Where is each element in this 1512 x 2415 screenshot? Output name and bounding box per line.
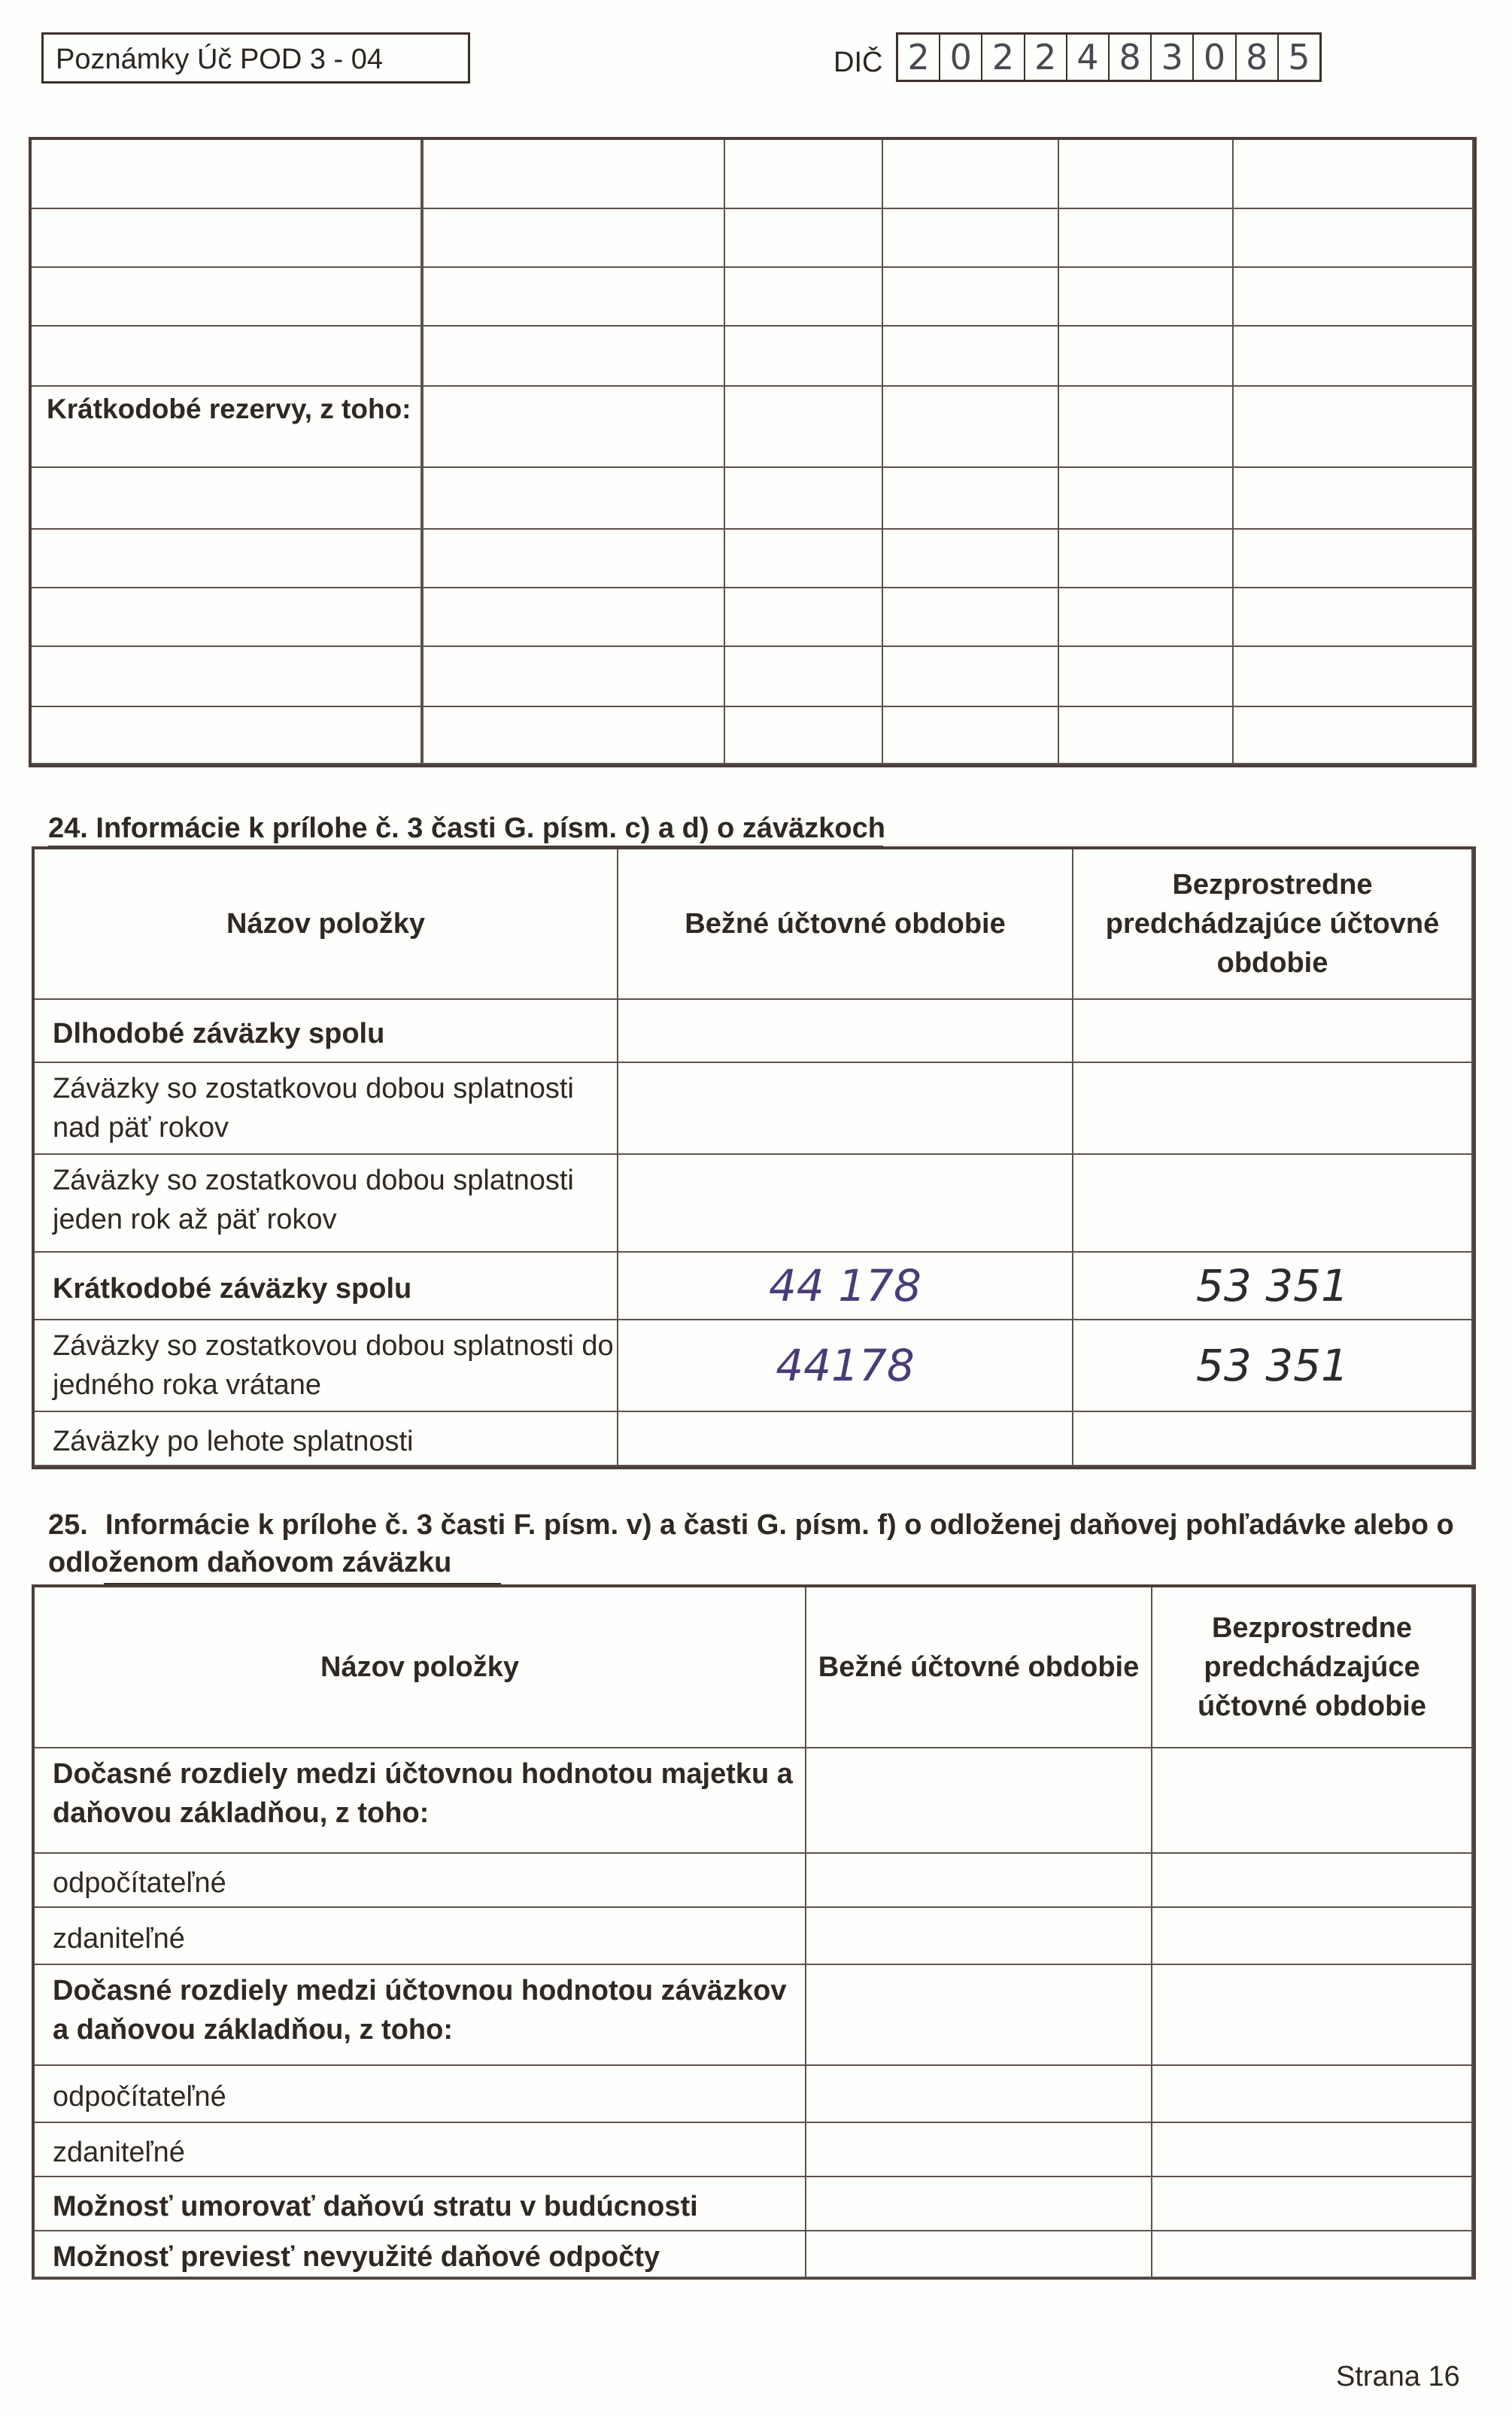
table-cell bbox=[32, 140, 424, 209]
value-current bbox=[806, 2123, 1152, 2177]
liabilities-table bbox=[32, 846, 1476, 1469]
reserves-table bbox=[29, 137, 1477, 767]
table-cell bbox=[883, 387, 1059, 468]
table-cell bbox=[32, 530, 424, 588]
dic-digit: 5 bbox=[1288, 37, 1310, 77]
column-header-name: Názov položky bbox=[35, 849, 618, 1000]
table-cell bbox=[883, 647, 1059, 707]
value-previous bbox=[1073, 1063, 1473, 1155]
value-previous bbox=[1152, 2177, 1473, 2231]
table-cell bbox=[725, 387, 883, 468]
table-cell bbox=[32, 647, 424, 707]
table-cell bbox=[1059, 647, 1234, 707]
dic-digit: 8 bbox=[1237, 35, 1279, 80]
value-previous bbox=[1073, 1155, 1473, 1253]
table-cell bbox=[1234, 209, 1474, 268]
section-25-title bbox=[48, 1506, 1477, 1581]
table-cell bbox=[725, 647, 883, 707]
table-cell bbox=[424, 647, 725, 707]
table-cell bbox=[725, 468, 883, 530]
row-label: Záväzky so zostatkovou dobou splatnosti nad päť rokov bbox=[35, 1063, 618, 1155]
dic-boxes bbox=[896, 32, 1322, 82]
value-previous bbox=[1152, 1965, 1473, 2066]
table-cell bbox=[32, 268, 424, 327]
table-cell bbox=[725, 140, 883, 209]
table-cell bbox=[1234, 588, 1474, 647]
table-cell bbox=[725, 268, 883, 327]
table-cell bbox=[1059, 327, 1234, 387]
table-cell bbox=[1234, 140, 1474, 209]
row-label: zdaniteľné bbox=[35, 1908, 806, 1965]
table-cell bbox=[1234, 327, 1474, 387]
table-cell bbox=[424, 327, 725, 387]
page-number: Strana 16 bbox=[1336, 2361, 1460, 2392]
table-cell bbox=[1059, 468, 1234, 530]
value-current: 44 178 bbox=[618, 1253, 1073, 1320]
table-cell bbox=[1059, 268, 1234, 327]
table-cell bbox=[424, 140, 725, 209]
column-header-previous: Bezprostredne predchádzajúce účtovné obdobie bbox=[1073, 849, 1473, 1000]
table-cell bbox=[32, 468, 424, 530]
table-cell bbox=[424, 530, 725, 588]
table-cell bbox=[883, 140, 1059, 209]
row-label: odpočítateľné bbox=[35, 2066, 806, 2123]
dic-digit: 2 bbox=[898, 35, 940, 80]
row-label: Dlhodobé záväzky spolu bbox=[35, 1000, 618, 1063]
value-current bbox=[806, 2231, 1152, 2278]
table-cell bbox=[1234, 647, 1474, 707]
table-cell bbox=[424, 468, 725, 530]
column-header-current: Bežné účtovné obdobie bbox=[618, 849, 1073, 1000]
row-label: Krátkodobé záväzky spolu bbox=[35, 1253, 618, 1320]
table-cell bbox=[1234, 530, 1474, 588]
table-cell bbox=[1234, 387, 1474, 468]
section-25-text: Informácie k prílohe č. 3 časti F. písm. v) a časti G. písm. f) o odloženej daňovej pohľadávke alebo o odloženom daňovom záväzku bbox=[48, 1509, 1454, 1578]
row-label: Záväzky so zostatkovou dobou splatnosti jeden rok až päť rokov bbox=[35, 1155, 618, 1253]
table-cell bbox=[883, 209, 1059, 268]
table-cell bbox=[1234, 268, 1474, 327]
table-cell bbox=[725, 327, 883, 387]
table-cell bbox=[1234, 468, 1474, 530]
table-cell bbox=[725, 530, 883, 588]
table-cell bbox=[1059, 387, 1234, 468]
column-header-current: Bežné účtovné obdobie bbox=[806, 1587, 1152, 1748]
value-current bbox=[806, 2066, 1152, 2123]
value-previous bbox=[1152, 2231, 1473, 2278]
row-label: Možnosť umorovať daňovú stratu v budúcnosti bbox=[35, 2177, 806, 2231]
row-label: zdaniteľné bbox=[35, 2123, 806, 2177]
short-term-reserves-label: Krátkodobé rezervy, z toho: bbox=[32, 387, 424, 468]
table-cell bbox=[424, 707, 725, 764]
value-previous bbox=[1152, 1748, 1473, 1854]
table-cell bbox=[424, 387, 725, 468]
row-label: odpočítateľné bbox=[35, 1854, 806, 1908]
value-current bbox=[806, 1748, 1152, 1854]
dic-digit: 0 bbox=[1194, 35, 1236, 80]
table-cell bbox=[32, 707, 424, 764]
section-24-title: 24. Informácie k prílohe č. 3 časti G. písm. c) a d) o záväzkoch bbox=[48, 813, 885, 844]
table-cell bbox=[883, 327, 1059, 387]
value-current bbox=[806, 1965, 1152, 2066]
table-cell bbox=[424, 588, 725, 647]
value-current bbox=[618, 1000, 1073, 1063]
value-current bbox=[618, 1063, 1073, 1155]
row-label: Možnosť previesť nevyužité daňové odpočty bbox=[35, 2231, 806, 2278]
value-current bbox=[806, 1908, 1152, 1965]
table-cell bbox=[883, 530, 1059, 588]
table-cell bbox=[32, 327, 424, 387]
dic-digit: 0 bbox=[940, 35, 982, 80]
deferred-tax-table bbox=[32, 1584, 1476, 2280]
value-previous bbox=[1152, 2066, 1473, 2123]
value-current bbox=[618, 1412, 1073, 1466]
dic-digit: 2 bbox=[982, 35, 1025, 80]
value-current bbox=[618, 1155, 1073, 1253]
column-header-name: Názov položky bbox=[35, 1587, 806, 1748]
table-cell bbox=[725, 209, 883, 268]
table-cell bbox=[725, 707, 883, 764]
value-previous bbox=[1073, 1000, 1473, 1063]
value-current bbox=[806, 1854, 1152, 1908]
table-cell bbox=[424, 268, 725, 327]
value-previous: 53 351 bbox=[1073, 1253, 1473, 1320]
row-label: Dočasné rozdiely medzi účtovnou hodnotou majetku a daňovou základňou, z toho: bbox=[35, 1748, 806, 1854]
table-cell bbox=[32, 209, 424, 268]
value-previous bbox=[1152, 1854, 1473, 1908]
row-label: Záväzky po lehote splatnosti bbox=[35, 1412, 618, 1466]
document-code-label: Poznámky Úč POD 3 - 04 bbox=[41, 32, 470, 84]
column-header-previous: Bezprostredne predchádzajúce účtovné obdobie bbox=[1152, 1587, 1473, 1748]
table-cell bbox=[883, 268, 1059, 327]
dic-digit: 4 bbox=[1067, 35, 1110, 80]
table-cell bbox=[883, 707, 1059, 764]
table-cell bbox=[1059, 140, 1234, 209]
dic-label: DIČ bbox=[833, 47, 883, 78]
table-cell bbox=[32, 588, 424, 647]
table-cell bbox=[1234, 707, 1474, 764]
value-previous bbox=[1152, 1908, 1473, 1965]
value-previous bbox=[1073, 1412, 1473, 1466]
table-cell bbox=[424, 209, 725, 268]
dic-digit: 8 bbox=[1110, 35, 1152, 80]
table-cell bbox=[725, 588, 883, 647]
value-previous bbox=[1152, 2123, 1473, 2177]
section-25-number: 25. bbox=[48, 1509, 88, 1541]
value-previous: 53 351 bbox=[1073, 1320, 1473, 1412]
row-label: Dočasné rozdiely medzi účtovnou hodnotou záväzkov a daňovou základňou, z toho: bbox=[35, 1965, 806, 2066]
table-cell bbox=[1059, 588, 1234, 647]
value-current bbox=[806, 2177, 1152, 2231]
row-label: Záväzky so zostatkovou dobou splatnosti do jedného roka vrátane bbox=[35, 1320, 618, 1412]
table-cell bbox=[1059, 530, 1234, 588]
table-cell bbox=[883, 588, 1059, 647]
dic-digit: 3 bbox=[1152, 35, 1194, 80]
table-cell bbox=[883, 468, 1059, 530]
table-cell bbox=[1059, 707, 1234, 764]
dic-digit: 2 bbox=[1025, 35, 1067, 80]
table-cell bbox=[1059, 209, 1234, 268]
value-current: 44178 bbox=[618, 1320, 1073, 1412]
